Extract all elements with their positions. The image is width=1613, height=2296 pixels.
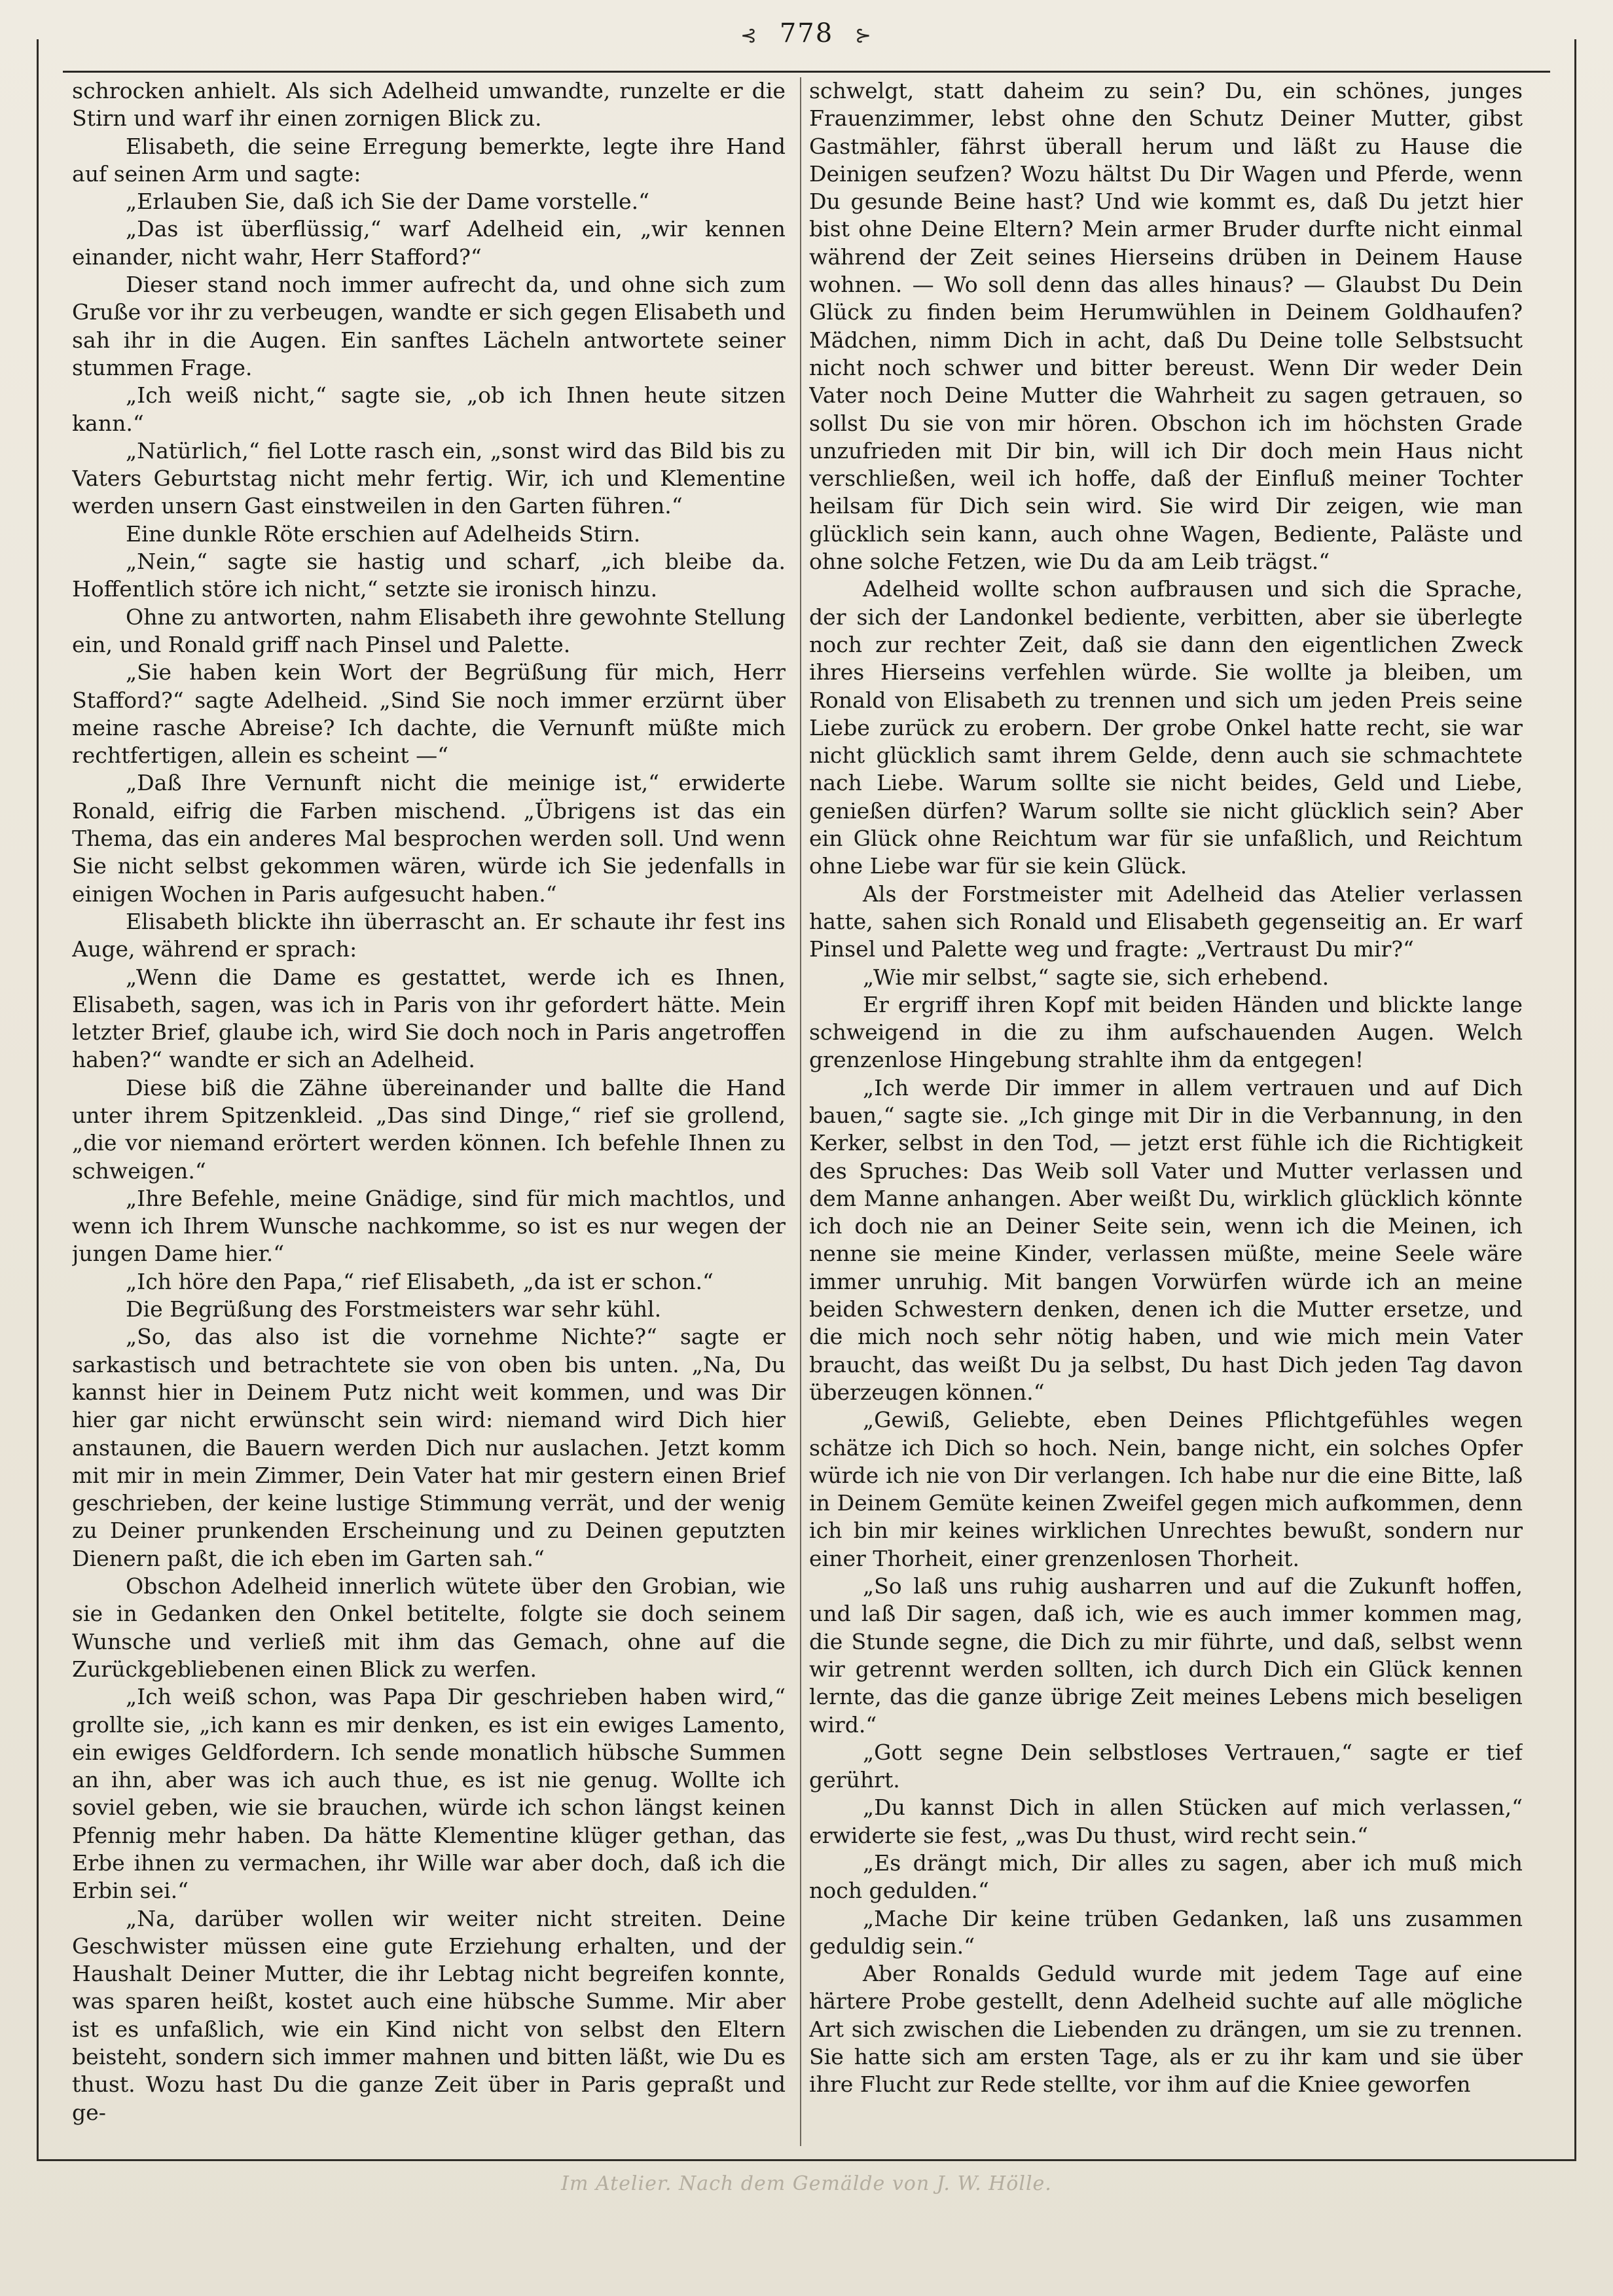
page-number: 778 [779,18,834,48]
ornament-right: ⊱ [854,24,873,47]
paragraph: „Na, darüber wollen wir weiter nicht streiten. Deine Geschwister müssen eine gute Erziehung erhalten, und der Haushalt Deiner Mutter, die ihr Lebtag nicht begreifen konnte, was sparen heißt, kostet auch eine hübsche Summe. Mir aber ist es unfaßlich, wie ein Kind nicht von selbst den Eltern beisteht, sondern sich immer mahnen und bitten läßt, wie Du es thust. Wozu hast Du die ganze Zeit über in Paris gepraßt und ge- [72,1905,786,2125]
paragraph: „Daß Ihre Vernunft nicht die meinige ist,“ erwiderte Ronald, eifrig die Farben mischend. „Übrigens ist das ein Thema, das ein anderes Mal besprochen werden soll. Und wenn Sie nicht selbst gekommen wären, würde ich Sie jedenfalls in einigen Wochen in Paris aufgesucht haben.“ [72,770,786,907]
paragraph: „Sie haben kein Wort der Begrüßung für mich, Herr Stafford?“ sagte Adelheid. „Sind Sie noch immer erzürnt über meine rasche Abreise? Ich dachte, die Vernunft müßte mich rechtfertigen, allein es scheint —“ [72,659,786,769]
paragraph: „Es drängt mich, Dir alles zu sagen, aber ich muß mich noch gedulden.“ [809,1850,1523,1904]
paragraph: schwelgt, statt daheim zu sein? Du, ein schönes, junges Frauenzimmer, lebst ohne den Schutz Deiner Mutter, gibst Gastmähler, fährst überall herum und läßt zu Hause die Deinigen seufzen? Wozu hältst Du Dir Wagen und Pferde, wenn Du gesunde Beine hast? Und wie kommt es, daß Du jetzt hier bist ohne Deine Eltern? Mein armer Bruder durfte nicht einmal während der Zeit seines Hierseins drüben in Deinem Hause wohnen. — Wo soll denn das alles hinaus? — Glaubst Du Dein Glück zu finden beim Herumwühlen in Deinem Goldhaufen? Mädchen, nimm Dich in acht, daß Du Deine tolle Selbstsucht nicht noch schwer und bitter bereust. Wenn Dir weder Dein Vater noch Deine Mutter die Wahrheit zu sagen getrauen, so sollst Du sie von mir hören. Obschon ich im höchsten Grade unzufrieden mit Dir bin, will ich Dir doch mein Haus nicht verschließen, weil ich hoffe, daß der Einfluß meiner Tochter heilsam für Dich sein wird. Sie wird Dir zeigen, wie man glücklich sein kann, auch ohne Wagen, Bediente, Paläste und ohne solche Fetzen, wie Du da am Leib trägst.“ [809,78,1523,575]
paragraph: „Ihre Befehle, meine Gnädige, sind für mich machtlos, und wenn ich Ihrem Wunsche nachkomme, so ist es nur wegen der jungen Dame hier.“ [72,1185,786,1267]
paragraph: „Ich weiß nicht,“ sagte sie, „ob ich Ihnen heute sitzen kann.“ [72,382,786,436]
paragraph: „Ich werde Dir immer in allem vertrauen und auf Dich bauen,“ sagte sie. „Ich ginge mit Dir in die Verbannung, in den Kerker, selbst in den Tod, — jetzt erst fühle ich die Richtigkeit des Spruches: Das Weib soll Vater und Mutter verlassen und dem Manne anhangen. Aber weißt Du, wirklich glücklich könnte ich doch nie an Deiner Seite sein, wenn ich die Meinen, ich nenne sie meine Kinder, verlassen müßte, meine Seele wäre immer unruhig. Mit bangen Vorwürfen würde ich an meine beiden Schwestern denken, denen ich die Mutter ersetze, und die mich noch sehr nötig haben, und wie mich mein Vater braucht, das weißt Du ja selbst, Du hast Dich jeden Tag davon überzeugen können.“ [809,1074,1523,1405]
paragraph: „Das ist überflüssig,“ warf Adelheid ein, „wir kennen einander, nicht wahr, Herr Stafford?“ [72,216,786,270]
paragraph: „Nein,“ sagte sie hastig und scharf, „ich bleibe da. Hoffentlich störe ich nicht,“ setzte sie ironisch hinzu. [72,549,786,602]
paragraph: Elisabeth blickte ihn überrascht an. Er schaute ihr fest ins Auge, während er sprach: [72,908,786,962]
illustration-caption: Im Atelier. Nach dem Gemälde von J. W. Hölle. [561,2172,1052,2195]
paragraph: „So, das also ist die vornehme Nichte?“ sagte er sarkastisch und betrachtete sie von oben bis unten. „Na, Du kannst hier in Deinem Putz nicht weit kommen, und was Dir hier gar nicht erwünscht sein wird: niemand wird Dich hier anstaunen, die Bauern werden Dich nur auslachen. Jetzt komm mit mir in mein Zimmer, Dein Vater hat mir gestern einen Brief geschrieben, der keine lustige Stimmung verrät, und der wenig zu Deiner prunkenden Erscheinung und zu Deinen geputzten Dienern paßt, die ich eben im Garten sah.“ [72,1324,786,1571]
paragraph: „Ich höre den Papa,“ rief Elisabeth, „da ist er schon.“ [126,1268,714,1294]
paragraph: „Mache Dir keine trüben Gedanken, laß uns zusammen geduldig sein.“ [809,1905,1523,1959]
footer-rule [37,2159,1576,2161]
paragraph: Als der Forstmeister mit Adelheid das Atelier verlassen hatte, sahen sich Ronald und Elisabeth gegenseitig an. Er warf Pinsel und Palette weg und fragte: „Vertraust Du mir?“ [809,881,1523,962]
paragraph: Er ergriff ihren Kopf mit beiden Händen und blickte lange schweigend in die zu ihm aufschauenden Augen. Welch grenzenlose Hingebung strahlte ihm da entgegen! [809,991,1523,1073]
paragraph: Elisabeth, die seine Erregung bemerkte, legte ihre Hand auf seinen Arm und sagte: [72,133,786,187]
paragraph: „Ich weiß schon, was Papa Dir geschrieben haben wird,“ grollte sie, „ich kann es mir denken, es ist ein ewiges Lamento, ein ewiges Geldfordern. Ich sende monatlich hübsche Summen an ihn, aber was ich auch thue, es ist nie genug. Wollte ich soviel geben, wie sie brauchen, würde ich schon längst keinen Pfennig mehr haben. Da hätte Klementine klüger gethan, das Erbe ihnen zu vermachen, ihr Wille war aber doch, daß ich die Erbin sei.“ [72,1684,786,1904]
column-divider [800,77,801,2146]
paragraph: Ohne zu antworten, nahm Elisabeth ihre gewohnte Stellung ein, und Ronald griff nach Pinsel und Palette. [72,604,786,657]
paragraph: schrocken anhielt. Als sich Adelheid umwandte, runzelte er die Stirn und warf ihr einen zornigen Blick zu. [72,78,786,132]
paragraph: Diese biß die Zähne übereinander und ballte die Hand unter ihrem Spitzenkleid. „Das sind Dinge,“ rief sie grollend, „die vor niemand erörtert werden können. Ich befehle Ihnen zu schweigen.“ [72,1074,786,1184]
paragraph: Die Begrüßung des Forstmeisters war sehr kühl. [126,1296,662,1322]
paragraph: „Gewiß, Geliebte, eben Deines Pflichtgefühles wegen schätze ich Dich so hoch. Nein, bange nicht, ein solches Opfer würde ich nie von Dir verlangen. Ich habe nur die eine Bitte, laß in Deinem Gemüte keinen Zweifel gegen mich aufkommen, denn ich bin mir keines wirklichen Unrechtes bewußt, sondern nur einer Thorheit, einer grenzenlosen Thorheit. [809,1407,1523,1571]
paragraph: Eine dunkle Röte erschien auf Adelheids Stirn. [126,520,641,547]
paragraph: „Natürlich,“ fiel Lotte rasch ein, „sonst wird das Bild bis zu Vaters Geburtstag nicht mehr fertig. Wir, ich und Klementine werden unsern Gast einstweilen in den Garten führen.“ [72,437,786,519]
ornament-left: ⊰ [740,24,759,47]
text-column-left [72,77,786,2146]
paragraph: „So laß uns ruhig ausharren und auf die Zukunft hoffen, und laß Dir sagen, daß ich, wie es auch immer kommen mag, die Stunde segne, die Dich zu mir führte, und daß, selbst wenn wir getrennt werden sollten, ich durch Dich ein Glück kennen lernte, das die ganze übrige Zeit meines Lebens mich beseligen wird.“ [809,1573,1523,1738]
paragraph: Adelheid wollte schon aufbrausen und sich die Sprache, der sich der Landonkel bediente, verbitten, aber sie überlegte noch zur rechter Zeit, daß sie dann den eigentlichen Zweck ihres Hierseins verfehlen würde. Sie wollte ja bleiben, um Ronald von Elisabeth zu trennen und sich um jeden Preis seine Liebe zurück zu erobern. Der grobe Onkel hatte recht, sie war nicht glücklich samt ihrem Gelde, denn auch sie schmachtete nach Liebe. Warum sollte sie nicht beides, Geld und Liebe, genießen dürfen? Warum sollte sie nicht glücklich sein? Aber ein Glück ohne Reichtum war für sie unfaßlich, und Reichtum ohne Liebe war für sie kein Glück. [809,576,1523,879]
paragraph: „Wie mir selbst,“ sagte sie, sich erhebend. [863,964,1330,990]
header-rule [63,71,1550,73]
paragraph: Obschon Adelheid innerlich wütete über den Grobian, wie sie in Gedanken den Onkel betitelte, folgte sie doch seinem Wunsche und verließ mit ihm das Gemach, ohne auf die Zurückgebliebenen einen Blick zu werfen. [72,1573,786,1682]
paragraph: „Gott segne Dein selbstloses Vertrauen,“ sagte er tief gerührt. [809,1739,1523,1793]
paragraph: „Wenn die Dame es gestattet, werde ich es Ihnen, Elisabeth, sagen, was ich in Paris von ihr gefordert hätte. Mein letzter Brief, glaube ich, wird Sie doch noch in Paris angetroffen haben?“ wandte er sich an Adelheid. [72,964,786,1073]
page-header [0,18,1613,48]
text-column-right [809,77,1523,2146]
paragraph: „Du kannst Dich in allen Stücken auf mich verlassen,“ erwiderte sie fest, „was Du thust, wird recht sein.“ [809,1795,1523,1848]
paragraph: Dieser stand noch immer aufrecht da, und ohne sich zum Gruße vor ihr zu verbeugen, wandte er sich gegen Elisabeth und sah ihr in die Augen. Ein sanftes Lächeln antwortete seiner stummen Frage. [72,272,786,380]
paragraph: Aber Ronalds Geduld wurde mit jedem Tage auf eine härtere Probe gestellt, denn Adelheid suchte auf alle mögliche Art sich zwischen die Liebenden zu drängen, um sie zu trennen. Sie hatte sich am ersten Tage, als er zu ihr kam und sie über ihre Flucht zur Rede stellte, vor ihm auf die Kniee geworfen [809,1961,1523,2098]
paragraph: „Erlauben Sie, daß ich Sie der Dame vorstelle.“ [126,189,650,215]
